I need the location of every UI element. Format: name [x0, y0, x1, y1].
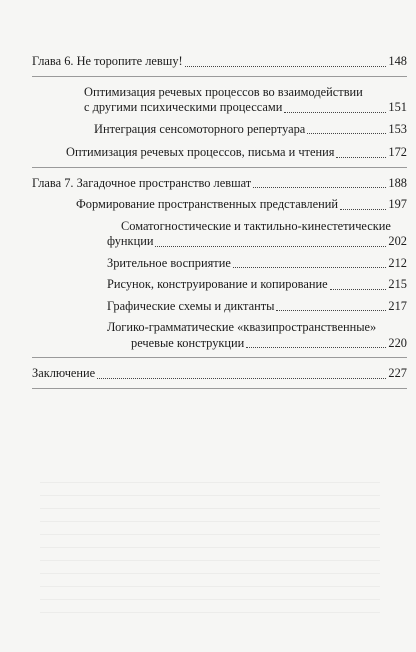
- leader-dots: [155, 246, 386, 247]
- subsection-line-continued: речевые конструкции: [131, 335, 245, 350]
- leader-dots: [330, 289, 387, 290]
- chapter-title: Глава 6. Не торопите левшу!: [32, 54, 183, 68]
- leader-dots: [253, 187, 386, 188]
- subsection-line-continued: функции: [107, 234, 154, 248]
- subsection-title: Интеграция сенсомоторного репертуара: [94, 121, 306, 136]
- subsection-title: Рисунок, конструирование и копирование: [107, 277, 328, 291]
- leader-dots: [276, 310, 386, 311]
- subsection-line: Соматогностические и тактильно-кинестетические: [121, 218, 391, 233]
- toc-subsection: [32, 219, 407, 250]
- subsection-line: Логико-грамматические «квазипространственные»: [107, 320, 377, 334]
- leader-dots: [185, 66, 387, 67]
- page-number: 227: [388, 366, 407, 380]
- page-number: 188: [388, 175, 407, 190]
- leader-dots: [284, 112, 386, 113]
- page-number: 212: [388, 255, 407, 270]
- conclusion-title: Заключение: [32, 366, 96, 380]
- page-number: 172: [388, 145, 407, 159]
- leader-dots: [340, 209, 386, 210]
- leader-dots: [336, 157, 386, 158]
- page-number: 217: [388, 298, 407, 313]
- leader-dots: [246, 347, 386, 348]
- page-number: 151: [388, 100, 407, 114]
- toc-conclusion: [32, 366, 407, 382]
- subsection-title: Графические схемы и диктанты: [107, 298, 275, 313]
- chapter-title: Глава 7. Загадочное пространство левшат: [32, 175, 252, 190]
- chapter-divider: [32, 388, 407, 389]
- section-line-continued: с другими психическими процессами: [84, 100, 283, 114]
- toc-section: [32, 85, 407, 116]
- leader-dots: [233, 267, 387, 268]
- page-number: 202: [388, 234, 407, 248]
- toc-subsection: [32, 320, 407, 351]
- leader-dots: [307, 133, 386, 134]
- toc-chapter-6: [32, 54, 407, 70]
- toc-subsection: [32, 277, 407, 293]
- toc-chapter-7: [32, 176, 407, 192]
- toc-section: [32, 145, 407, 161]
- page-number: 197: [388, 197, 407, 211]
- section-title: Оптимизация речевых процессов, письма и чтения: [66, 145, 335, 159]
- subsection-title: Зрительное восприятие: [107, 255, 231, 270]
- table-of-contents: [32, 54, 407, 389]
- toc-section: [32, 197, 407, 213]
- section-line: Оптимизация речевых процессов во взаимодействии: [84, 84, 363, 99]
- toc-subsection: [32, 256, 407, 272]
- toc-subsection: [32, 122, 407, 138]
- leader-dots: [97, 378, 386, 379]
- page-number: 215: [388, 277, 407, 291]
- page-number: 220: [388, 335, 407, 350]
- section-title: Формирование пространственных представлений: [76, 197, 338, 211]
- page-number: 148: [388, 54, 407, 68]
- bleed-through-shadow: [40, 470, 380, 620]
- toc-subsection: [32, 299, 407, 315]
- page-number: 153: [388, 121, 407, 136]
